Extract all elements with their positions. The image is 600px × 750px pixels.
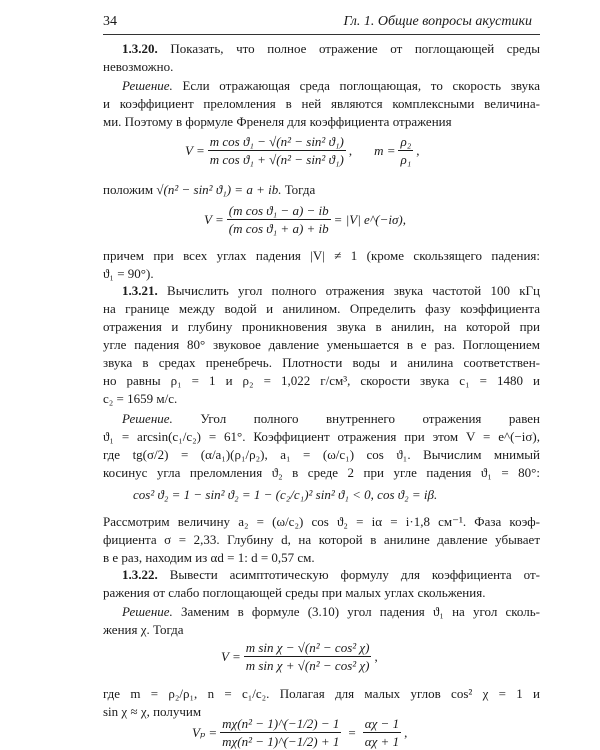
solution-line: Решение. Если отражающая среда поглощающая, то скорость звука	[122, 78, 540, 93]
page-number: 34	[103, 14, 117, 29]
solution-label: Решение.	[122, 411, 173, 426]
text-line: фициента σ = 2,33. Глубину d, на которой в анилине давление убывает	[103, 532, 540, 547]
text-line: ϑ₁ = 90°).	[103, 266, 154, 281]
fraction: $\frac{\text{(m cos ϑ₁ − a) − ib}}{\text{(m cos ϑ₁ + a) + ib}}$	[228, 203, 329, 236]
solution-label: Решение.	[122, 604, 173, 619]
reflection-coefficient-equation: V = $\frac{\text{(m cos ϑ₁ − a) − ib}}{\text{(m cos ϑ₁ + a) + ib}}$ = |V| e^(−iσ),	[204, 203, 406, 236]
problem-number: 1.3.22.	[122, 567, 158, 582]
grazing-angle-equation: V = $\frac{\text{m sin χ − √(n² − cos² χ)}}{\text{m sin χ + √(n² − cos² χ)}}$ ,	[221, 640, 378, 673]
asymptotic-equation: Vₚ = $\frac{\text{mχ(n² − 1)\textasciicircum{}(−1/2) − 1}}{\text{mχ(n² − 1)\textasciicircum{}(−1/2) + 1}}$ = $\frac{\alpha\chi - 1}{\alpha\chi + 1}$ ,	[192, 716, 408, 749]
fraction: $\frac{\text{mχ(n² − 1)\textasciicircum{}(−1/2) − 1}}{\text{mχ(n² − 1)\textasciicircum{}(−1/2) + 1}}$	[222, 716, 340, 749]
running-head	[103, 10, 540, 35]
solution-line: ϑ₁ = arcsin(c₁/c₂) = 61°. Коэффициент отражения при этом V = e^(−iσ),	[103, 429, 540, 444]
solution-line: жения χ. Тогда	[103, 622, 184, 637]
fraction: $\frac{\alpha\chi - 1}{\alpha\chi + 1}$	[364, 716, 400, 749]
fraction: $\frac{\text{ρ₂}}{\text{ρ₁}}$	[400, 134, 412, 167]
fraction: $\frac{\text{m sin χ − √(n² − cos² χ)}}{\text{m sin χ + √(n² − cos² χ)}}$	[245, 640, 370, 673]
problem-statement-line: ражения от слабо поглощающей среды при малых углах скольжения.	[103, 585, 486, 600]
problem-statement: 1.3.21. Вычислить угол полного отражения звука частотой 100 кГц	[122, 283, 540, 298]
fresnel-equation: V = $\frac{\text{m cos ϑ₁ − √(n² − sin² ϑ₁)}}{\text{m cos ϑ₁ + √(n² − sin² ϑ₁)}}$ , m = $\frac{\text{ρ₂}}{\text{ρ₁}}$ ,	[185, 134, 420, 167]
problem-statement-line: звука в средах пренебречь. Плотности воды и анилина соответствен-	[103, 355, 540, 370]
solution-label: Решение.	[122, 78, 173, 93]
text-line: причем при всех углах падения |V| ≠ 1 (кроме скользящего падения:	[103, 248, 540, 263]
chapter-title: Гл. 1. Общие вопросы акустики	[343, 14, 532, 29]
problem-statement: 1.3.22. Вывести асимптотическую формулу для коэффициента от-	[122, 567, 540, 582]
problem-number: 1.3.21.	[122, 283, 158, 298]
problem-statement-line: отражения и глубину проникновения звука в анилин, на которой при	[103, 319, 540, 334]
text-line: sin χ ≈ χ, получим	[103, 704, 202, 719]
fraction: $\frac{\text{m cos ϑ₁ − √(n² − sin² ϑ₁)}}{\text{m cos ϑ₁ + √(n² − sin² ϑ₁)}}$	[209, 134, 344, 167]
text-line: Рассмотрим величину a₂ = (ω/c₂) cos ϑ₂ = iα = i·1,8 см⁻¹. Фаза коэф-	[103, 514, 540, 529]
problem-statement-line: но равны ρ₁ = 1 и ρ₂ = 1,022 г/см³, скорости звука c₁ = 1480 и	[103, 373, 540, 388]
solution-line: Решение. Угол полного внутреннего отражения равен	[122, 411, 540, 426]
problem-number: 1.3.20.	[122, 41, 158, 56]
solution-line: где tg(σ/2) = (α/a₁)(ρ₁/ρ₂), a₁ = (ω/c₁) cos ϑ₁. Вычислим мнимый	[103, 447, 540, 462]
cosine-equation: cos² ϑ₂ = 1 − sin² ϑ₂ = 1 − (c₂/c₁)² sin² ϑ₁ < 0, cos ϑ₂ = iβ.	[133, 487, 438, 502]
problem-statement-line: невозможно.	[103, 59, 174, 74]
text-line: в e раз, находим из αd = 1: d = 0,57 см.	[103, 550, 315, 565]
problem-statement-line: c₂ = 1659 м/с.	[103, 391, 178, 406]
solution-line: Решение. Заменим в формуле (3.10) угол падения ϑ₁ на угол сколь-	[122, 604, 540, 619]
solution-line: ми. Поэтому в формуле Френеля для коэффициента отражения	[103, 114, 452, 129]
text-line: где m = ρ₂/ρ₁, n = c₁/c₂. Полагая для малых углов cos² χ = 1 и	[103, 686, 540, 701]
text-line: положим √(n² − sin² ϑ₁) = a + ib. Тогда	[103, 182, 316, 197]
problem-statement-line: угле падения 80° звуковое давление уменьшается в e раз. Поглощением	[103, 337, 540, 352]
solution-line: и коэффициент преломления в ней являются комплексными величина-	[103, 96, 540, 111]
solution-line: косинус угла преломления ϑ₂ в среде 2 при угле падения ϑ₁ = 80°:	[103, 465, 540, 480]
problem-statement: 1.3.20. Показать, что полное отражение от поглощающей среды	[122, 41, 540, 56]
problem-statement-line: на границе между водой и анилином. Определить фазу коэффициента	[103, 301, 540, 316]
